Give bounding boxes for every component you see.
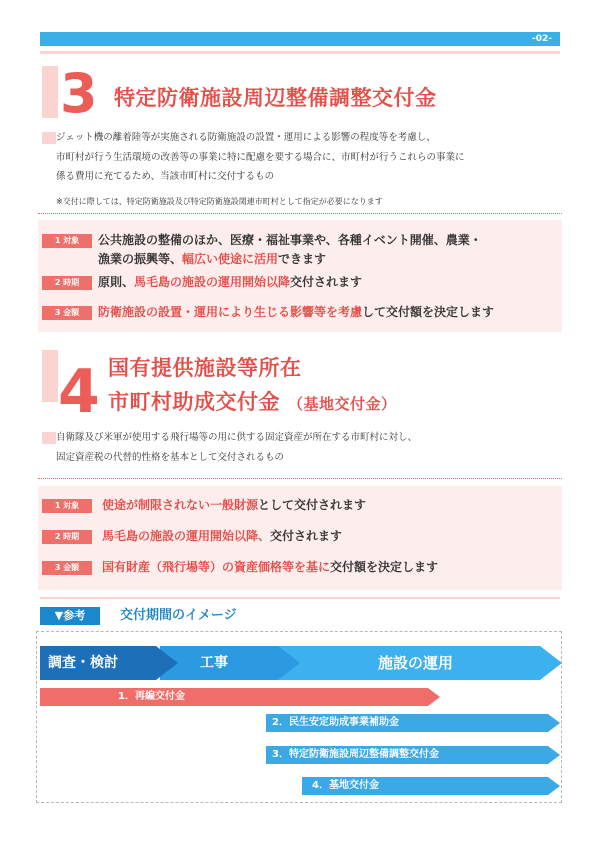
description-line: 自衛隊及び米軍が使用する飛行場等の用に供する固定資産が所在する市町村に対し、 [56,432,418,443]
section-4-title-line-1: 国有提供施設等所在 [108,356,302,380]
bar-label: 2．民生安定助成事業補助金 [272,717,399,728]
phase-survey-label: 調査・検討 [48,655,118,671]
section-3-target-line-2: 漁業の振興等、幅広い使途に活用できます [98,252,327,266]
tag-amount: 3 金額 [42,561,92,575]
section-3-target-line-1: 公共施設の整備のほか、医療・福祉事業や、各種イベント開催、農業・ [98,233,482,247]
tag-target: 1 対象 [42,499,92,513]
section-4-number: 4 [58,357,100,427]
section-3-title: 特定防衛施設周辺整備調整交付金 [114,86,437,110]
description-line: ジェット機の離着陸等が実施される防衛施設の設置・運用による影響の程度等を考慮し、 [56,132,436,143]
section-4-title-line-2: 市町村助成交付金 （基地交付金） [108,390,397,414]
description-line: 市町村が行う生活環境の改善等の事業に特に配慮を要する場合に、市町村が行うこれらの事業に [56,151,465,163]
phase-construction-label: 工事 [200,655,228,671]
bar-label: 4．基地交付金 [312,780,379,791]
bar-label: 3．特定防衛施設周辺整備調整交付金 [272,749,439,760]
section-4-timing: 馬毛島の施設の運用開始以降、交付されます [102,529,343,543]
section-4-target: 使途が制限されない一般財源として交付されます [102,498,367,512]
tag-amount: 3 金額 [42,306,92,320]
section-4-amount: 国有財産（飛行場等）の資産価格等を基に交付額を決定します [102,560,439,574]
reference-badge: ▼参考 [40,607,100,625]
tag-timing: 2 時期 [42,530,92,544]
section-3-amount: 防衛施設の設置・運用により生じる影響等を考慮して交付額を決定します [98,305,495,319]
tag-target: 1 対象 [42,234,92,248]
description-line: 固定資産税の代替的性格を基本として交付されるもの [56,451,285,463]
page-number: -02- [532,34,552,44]
phase-operation-label: 施設の運用 [378,654,454,672]
description-line: 係る費用に充てるため、当該市町村に交付するもの [56,171,275,182]
bar-realignment-grant [40,688,440,706]
reference-title: 交付期間のイメージ [120,608,237,623]
section-3-timing: 原則、馬毛島の施設の運用開始以降交付されます [98,275,363,289]
section-3-number: 3 [60,62,98,125]
phase-construction-arrow [160,646,300,680]
bar-label: 1．再編交付金 [118,691,185,702]
section-3-note: ※交付に際しては、特定防衛施設及び特定防衛施設関連市町村として指定が必要になります [56,197,383,206]
tag-timing: 2 時期 [42,276,92,290]
